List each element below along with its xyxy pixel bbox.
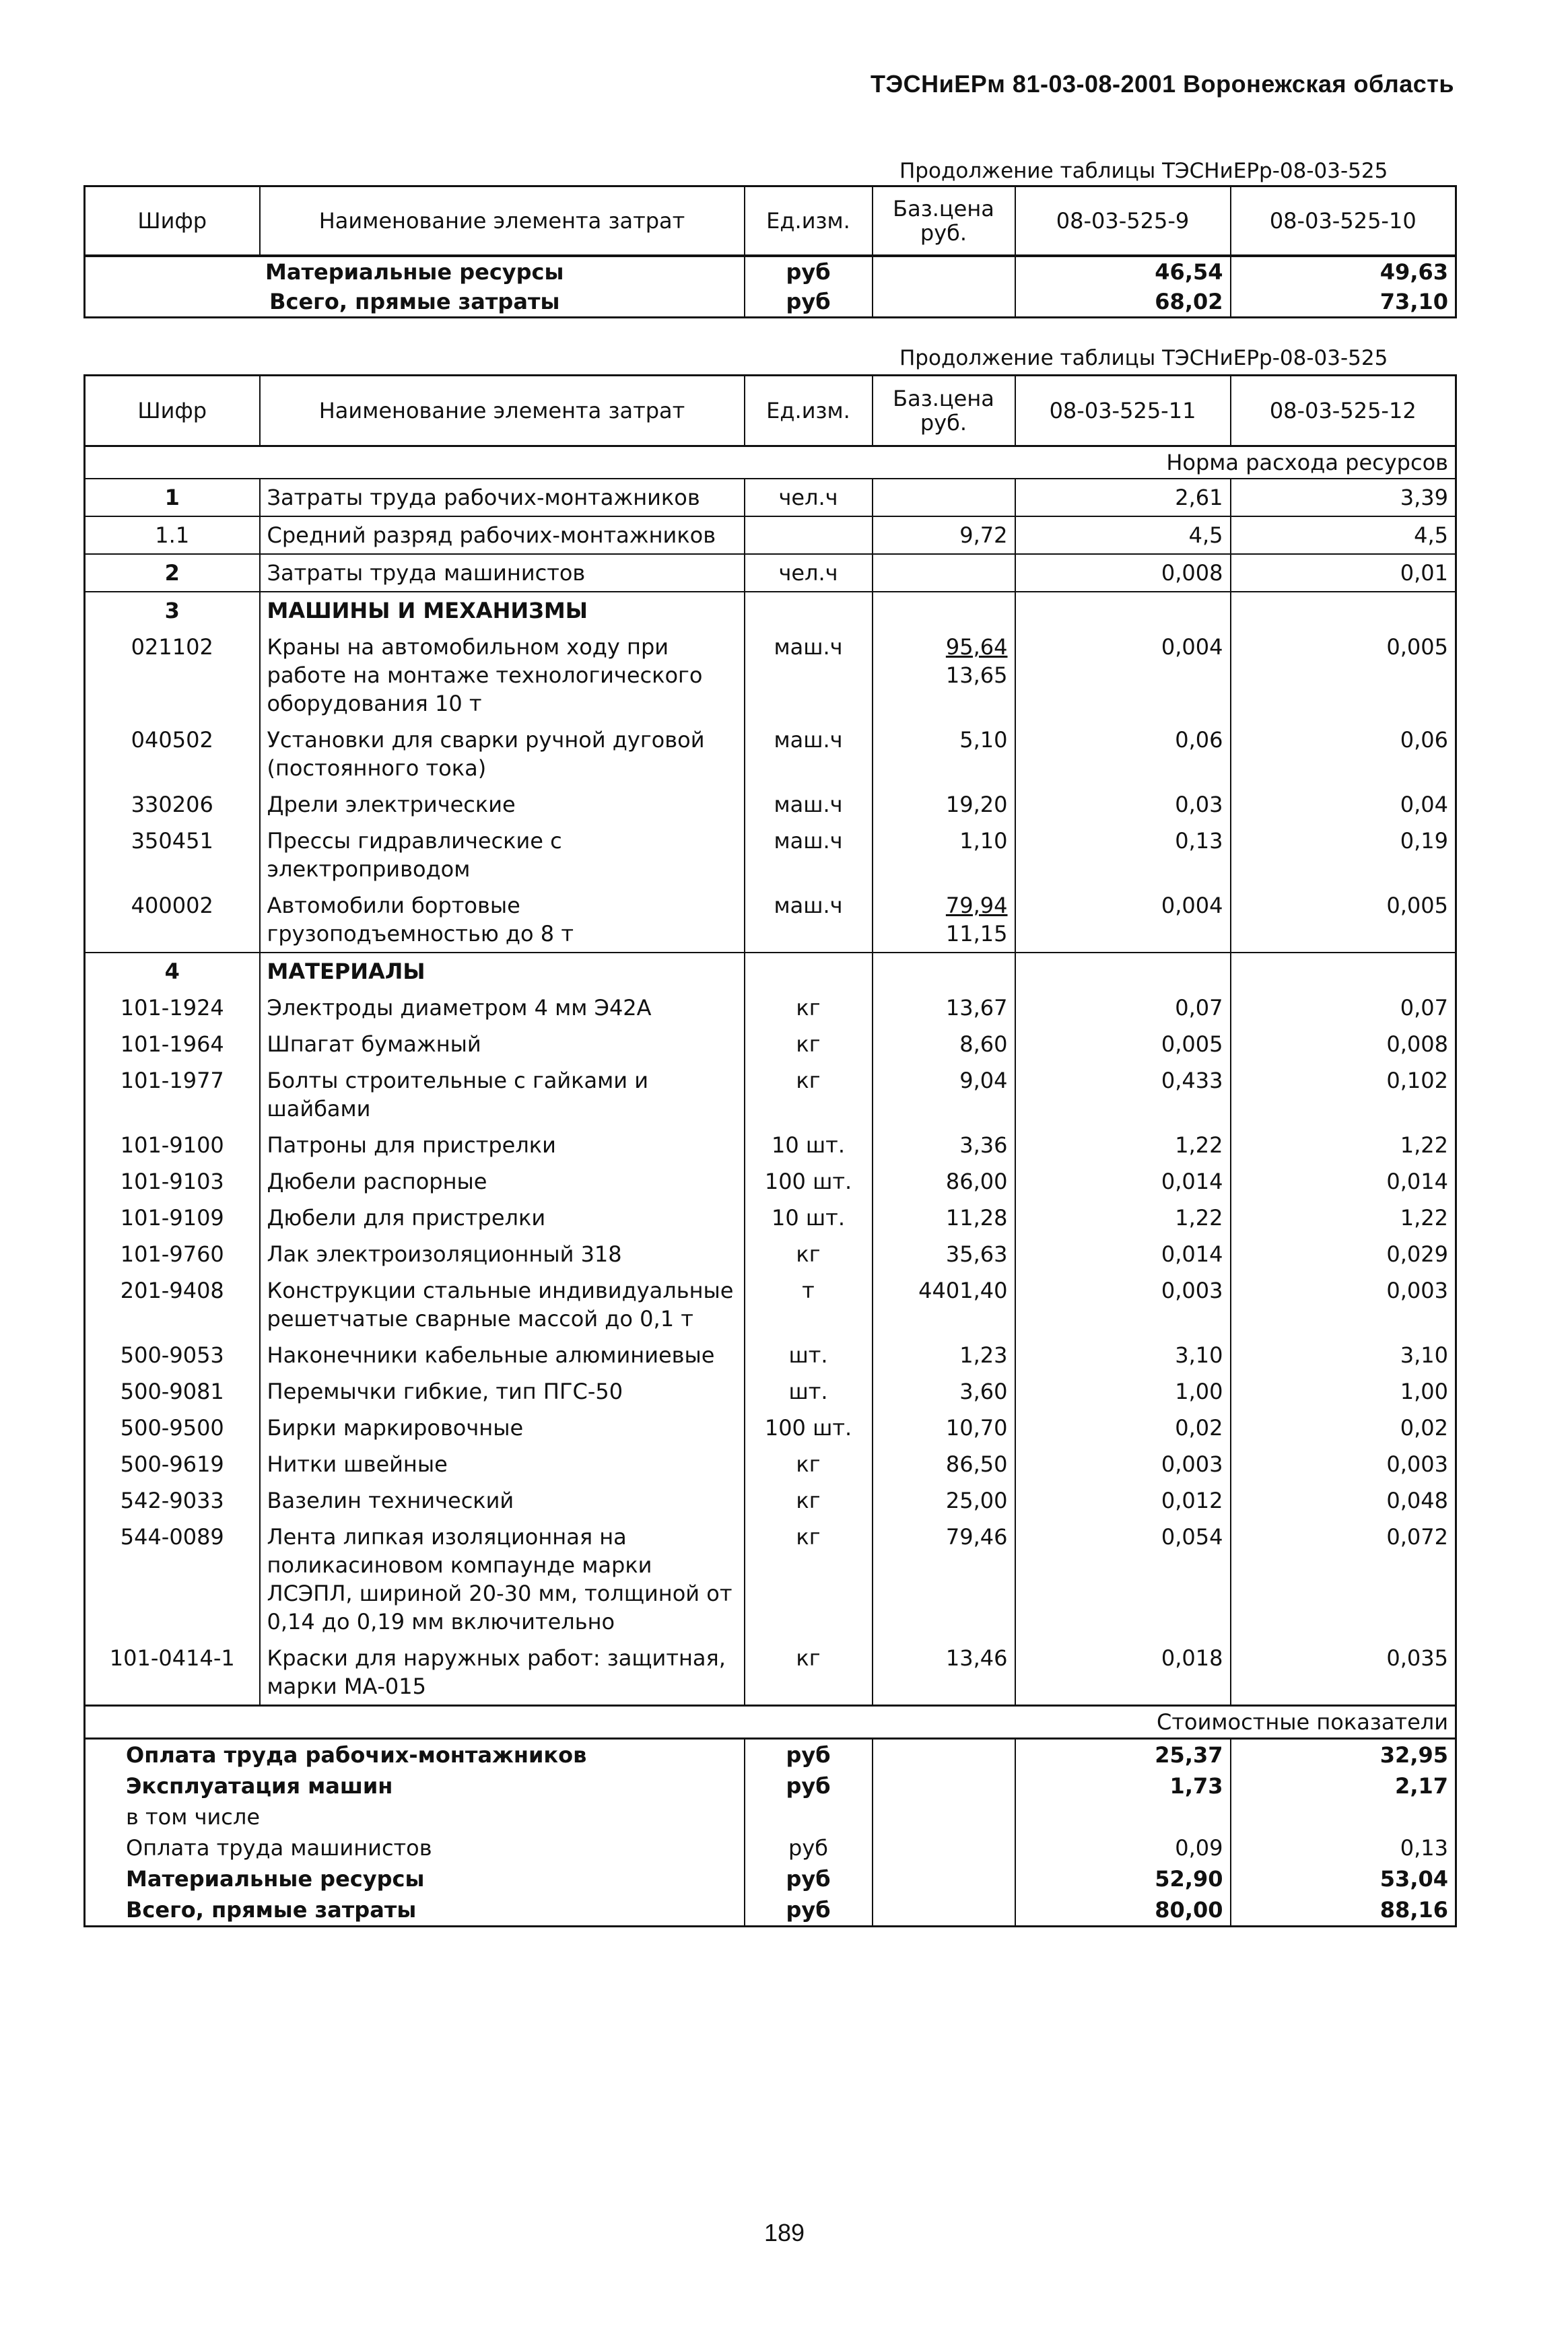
total-row — [85, 1832, 1456, 1863]
col-header-base-price: Баз.цена руб. — [873, 186, 1015, 256]
row-value-b: 3,39 — [1231, 479, 1456, 516]
row-value-a: 0,433 — [1015, 1062, 1231, 1127]
row-unit — [745, 592, 873, 629]
table-row — [85, 1200, 1456, 1236]
row-value-a: 0,13 — [1015, 823, 1231, 887]
row-value-b: 0,102 — [1231, 1062, 1456, 1127]
total-price — [873, 1863, 1015, 1894]
row-code: 350451 — [85, 823, 260, 887]
total-label: Оплата труда машинистов — [85, 1832, 745, 1863]
row-code: 1 — [85, 479, 260, 516]
row-value-b: 0,005 — [1231, 887, 1456, 953]
row-price — [873, 1026, 1015, 1062]
col-header-b: 08-03-525-12 — [1231, 376, 1456, 446]
total-row — [85, 1801, 1456, 1832]
row-value-a: 0,004 — [1015, 887, 1231, 953]
row-value-b: 1,00 — [1231, 1373, 1456, 1410]
row-unit: кг — [745, 1062, 873, 1127]
table1 — [83, 185, 1457, 318]
table-row — [85, 1272, 1456, 1337]
blank-cell — [85, 1706, 260, 1739]
row-price-value: 13,46 — [945, 1645, 1008, 1671]
row-value-b: 0,003 — [1231, 1446, 1456, 1482]
table-row — [85, 1127, 1456, 1163]
total-row — [85, 1863, 1456, 1894]
row-name: Патроны для пристрелки — [260, 1127, 745, 1163]
col-header-unit: Ед.изм. — [745, 186, 873, 256]
table-row — [85, 1410, 1456, 1446]
row-unit — [745, 516, 873, 554]
row-value-a: 0,008 — [1015, 554, 1231, 592]
total-a: 52,90 — [1015, 1863, 1231, 1894]
row-value-a: 0,012 — [1015, 1482, 1231, 1519]
col-header-b: 08-03-525-10 — [1231, 186, 1456, 256]
table-row — [85, 786, 1456, 823]
total-b: 32,95 — [1231, 1739, 1456, 1771]
total-price — [873, 1801, 1015, 1832]
row-name: Дюбели для пристрелки — [260, 1200, 745, 1236]
row-price — [873, 554, 1015, 592]
total-a: 80,00 — [1015, 1894, 1231, 1927]
row-code: 101-9760 — [85, 1236, 260, 1272]
row-code: 330206 — [85, 786, 260, 823]
row-name: Затраты труда рабочих-монтажников — [260, 479, 745, 516]
row-value-b: 0,07 — [1231, 990, 1456, 1026]
row-price-value: 1,23 — [959, 1342, 1008, 1368]
row-unit: маш.ч — [745, 629, 873, 722]
total-unit: руб — [745, 287, 873, 318]
row-value-b: 0,072 — [1231, 1519, 1456, 1640]
table-row — [85, 1482, 1456, 1519]
row-price — [873, 1236, 1015, 1272]
row-unit: кг — [745, 990, 873, 1026]
row-value-a: 1,22 — [1015, 1127, 1231, 1163]
total-a: 0,09 — [1015, 1832, 1231, 1863]
row-unit: т — [745, 1272, 873, 1337]
total-unit — [745, 1801, 873, 1832]
total-unit: руб — [745, 1832, 873, 1863]
row-price — [873, 1373, 1015, 1410]
row-value-a: 0,018 — [1015, 1640, 1231, 1706]
row-unit: кг — [745, 1446, 873, 1482]
row-value-b: 0,01 — [1231, 554, 1456, 592]
row-code: 040502 — [85, 722, 260, 786]
row-unit: чел.ч — [745, 554, 873, 592]
row-price-value: 13,67 — [945, 995, 1008, 1021]
table1-total-row — [85, 287, 1456, 318]
row-value-a: 0,054 — [1015, 1519, 1231, 1640]
row-price-value: 5,10 — [959, 727, 1008, 753]
row-value-b: 4,5 — [1231, 516, 1456, 554]
row-value-a: 0,005 — [1015, 1026, 1231, 1062]
table-row — [85, 1026, 1456, 1062]
row-name: Автомобили бортовые грузоподъемностью до 8 т — [260, 887, 745, 953]
row-price — [873, 1272, 1015, 1337]
row-unit: кг — [745, 1482, 873, 1519]
total-price — [873, 1770, 1015, 1801]
row-name: Установки для сварки ручной дуговой (постоянного тока) — [260, 722, 745, 786]
row-price — [873, 823, 1015, 887]
row-price-value: 1,10 — [959, 828, 1008, 854]
row-value-a: 0,004 — [1015, 629, 1231, 722]
total-unit: руб — [745, 1739, 873, 1771]
row-name: Конструкции стальные индивидуальные решетчатые сварные массой до 0,1 т — [260, 1272, 745, 1337]
row-name: Лак электроизоляционный 318 — [260, 1236, 745, 1272]
table-row — [85, 1373, 1456, 1410]
table-row — [85, 1337, 1456, 1373]
total-unit: руб — [745, 1863, 873, 1894]
table-row — [85, 953, 1456, 990]
row-unit: шт. — [745, 1337, 873, 1373]
row-unit: 100 шт. — [745, 1163, 873, 1200]
row-price — [873, 592, 1015, 629]
total-a: 25,37 — [1015, 1739, 1231, 1771]
row-value-a: 0,003 — [1015, 1446, 1231, 1482]
row-unit: кг — [745, 1519, 873, 1640]
row-code: 201-9408 — [85, 1272, 260, 1337]
row-value-b: 1,22 — [1231, 1200, 1456, 1236]
row-value-b: 1,22 — [1231, 1127, 1456, 1163]
table1-continuation-caption: Продолжение таблицы ТЭСНиЕРр-08-03-525 — [899, 159, 1388, 183]
table-row — [85, 823, 1456, 887]
row-price — [873, 1482, 1015, 1519]
cost-section-label: Стоимостные показатели — [260, 1706, 1456, 1739]
row-price-value: 35,63 — [945, 1241, 1008, 1267]
row-price — [873, 629, 1015, 722]
row-value-a — [1015, 953, 1231, 990]
row-value-b: 0,19 — [1231, 823, 1456, 887]
total-b: 88,16 — [1231, 1894, 1456, 1927]
row-price-value: 79,46 — [945, 1524, 1008, 1550]
total-label: Всего, прямые затраты — [85, 287, 745, 318]
row-unit: маш.ч — [745, 823, 873, 887]
row-code: 400002 — [85, 887, 260, 953]
table1-total-row — [85, 256, 1456, 287]
row-value-a: 2,61 — [1015, 479, 1231, 516]
table-row — [85, 722, 1456, 786]
total-b: 73,10 — [1231, 287, 1456, 318]
row-value-b: 0,048 — [1231, 1482, 1456, 1519]
col-header-a: 08-03-525-11 — [1015, 376, 1231, 446]
row-unit: чел.ч — [745, 479, 873, 516]
row-unit: кг — [745, 1640, 873, 1706]
col-header-name: Наименование элемента затрат — [260, 186, 745, 256]
norm-section-label: Норма расхода ресурсов — [260, 446, 1456, 479]
col-header-base-price: Баз.цена руб. — [873, 376, 1015, 446]
row-unit — [745, 953, 873, 990]
row-code: 500-9500 — [85, 1410, 260, 1446]
norm-section-row — [85, 446, 1456, 479]
table-row — [85, 1446, 1456, 1482]
row-value-a — [1015, 592, 1231, 629]
total-price — [873, 287, 1015, 318]
total-a: 1,73 — [1015, 1770, 1231, 1801]
total-b: 2,17 — [1231, 1770, 1456, 1801]
row-value-a: 0,03 — [1015, 786, 1231, 823]
row-unit: кг — [745, 1026, 873, 1062]
table-row — [85, 516, 1456, 554]
total-b — [1231, 1801, 1456, 1832]
row-value-b: 0,04 — [1231, 786, 1456, 823]
row-price-wage: 13,65 — [945, 662, 1008, 688]
row-value-b: 0,02 — [1231, 1410, 1456, 1446]
row-name: Краски для наружных работ: защитная, марки МА-015 — [260, 1640, 745, 1706]
total-label: Материальные ресурсы — [85, 256, 745, 287]
col-header-name: Наименование элемента затрат — [260, 376, 745, 446]
total-b: 0,13 — [1231, 1832, 1456, 1863]
row-value-b: 0,06 — [1231, 722, 1456, 786]
table-row — [85, 887, 1456, 953]
row-name: Болты строительные с гайками и шайбами — [260, 1062, 745, 1127]
row-name: Бирки маркировочные — [260, 1410, 745, 1446]
row-name: МАШИНЫ И МЕХАНИЗМЫ — [260, 592, 745, 629]
row-code: 3 — [85, 592, 260, 629]
row-unit: 100 шт. — [745, 1410, 873, 1446]
row-code: 500-9053 — [85, 1337, 260, 1373]
total-price — [873, 1739, 1015, 1771]
cost-section-row — [85, 1706, 1456, 1739]
row-price — [873, 1446, 1015, 1482]
document-title: ТЭСНиЕРм 81-03-08-2001 Воронежская область — [871, 70, 1454, 98]
row-value-a: 1,22 — [1015, 1200, 1231, 1236]
row-code: 101-9100 — [85, 1127, 260, 1163]
row-code: 101-0414-1 — [85, 1640, 260, 1706]
col-header-a: 08-03-525-9 — [1015, 186, 1231, 256]
total-row — [85, 1770, 1456, 1801]
row-price-value: 8,60 — [959, 1031, 1008, 1057]
row-price-value: 10,70 — [945, 1415, 1008, 1441]
row-code: 544-0089 — [85, 1519, 260, 1640]
row-value-b: 0,029 — [1231, 1236, 1456, 1272]
row-price-value: 79,94 — [945, 893, 1008, 918]
row-price-value: 4401,40 — [918, 1278, 1008, 1303]
table1-header-row — [85, 186, 1456, 256]
row-value-a: 0,014 — [1015, 1236, 1231, 1272]
row-value-a: 0,07 — [1015, 990, 1231, 1026]
row-value-a: 0,02 — [1015, 1410, 1231, 1446]
table2 — [83, 374, 1457, 1927]
row-value-b: 0,014 — [1231, 1163, 1456, 1200]
row-price — [873, 1640, 1015, 1706]
row-value-a: 0,014 — [1015, 1163, 1231, 1200]
row-value-b — [1231, 953, 1456, 990]
blank-cell — [85, 446, 260, 479]
row-code: 101-9109 — [85, 1200, 260, 1236]
row-name: Дюбели распорные — [260, 1163, 745, 1200]
row-price-value: 95,64 — [945, 634, 1008, 660]
total-label: Эксплуатация машин — [85, 1770, 745, 1801]
table-row — [85, 990, 1456, 1026]
total-row — [85, 1894, 1456, 1927]
table-row — [85, 1236, 1456, 1272]
row-price — [873, 1337, 1015, 1373]
row-code: 500-9619 — [85, 1446, 260, 1482]
row-price-value: 86,00 — [945, 1169, 1008, 1194]
row-code: 500-9081 — [85, 1373, 260, 1410]
total-label: в том числе — [85, 1801, 745, 1832]
row-name: Дрели электрические — [260, 786, 745, 823]
row-value-b: 0,005 — [1231, 629, 1456, 722]
page-number: 189 — [763, 2219, 805, 2246]
row-code: 4 — [85, 953, 260, 990]
row-unit: кг — [745, 1236, 873, 1272]
row-price — [873, 786, 1015, 823]
row-value-b: 0,035 — [1231, 1640, 1456, 1706]
total-price — [873, 1832, 1015, 1863]
row-name: Шпагат бумажный — [260, 1026, 745, 1062]
row-name: Средний разряд рабочих-монтажников — [260, 516, 745, 554]
total-unit: руб — [745, 1894, 873, 1927]
row-price — [873, 953, 1015, 990]
row-price — [873, 1163, 1015, 1200]
row-code: 542-9033 — [85, 1482, 260, 1519]
total-price — [873, 1894, 1015, 1927]
row-unit: маш.ч — [745, 722, 873, 786]
table-row — [85, 554, 1456, 592]
table2-continuation-caption: Продолжение таблицы ТЭСНиЕРр-08-03-525 — [899, 346, 1388, 370]
table-row — [85, 629, 1456, 722]
row-value-b: 3,10 — [1231, 1337, 1456, 1373]
table-row — [85, 592, 1456, 629]
total-a — [1015, 1801, 1231, 1832]
table-row — [85, 1062, 1456, 1127]
row-value-b: 0,008 — [1231, 1026, 1456, 1062]
row-name: Вазелин технический — [260, 1482, 745, 1519]
row-name: Краны на автомобильном ходу при работе на монтаже технологического оборудования 10 т — [260, 629, 745, 722]
row-code: 101-1977 — [85, 1062, 260, 1127]
row-unit: маш.ч — [745, 887, 873, 953]
total-row — [85, 1739, 1456, 1771]
row-price — [873, 990, 1015, 1026]
col-header-code: Шифр — [85, 376, 260, 446]
row-name: Лента липкая изоляционная на поликасиновом компаунде марки ЛСЭПЛ, шириной 20-30 мм, толщиной от 0,14 до 0,19 мм включительно — [260, 1519, 745, 1640]
col-header-unit: Ед.изм. — [745, 376, 873, 446]
row-price — [873, 1200, 1015, 1236]
row-price-value: 3,60 — [959, 1379, 1008, 1404]
row-price — [873, 479, 1015, 516]
row-name: МАТЕРИАЛЫ — [260, 953, 745, 990]
row-code: 101-1964 — [85, 1026, 260, 1062]
total-price — [873, 256, 1015, 287]
total-label: Всего, прямые затраты — [85, 1894, 745, 1927]
row-price-value: 11,28 — [945, 1205, 1008, 1231]
row-price — [873, 722, 1015, 786]
row-price — [873, 516, 1015, 554]
total-b: 53,04 — [1231, 1863, 1456, 1894]
row-code: 101-1924 — [85, 990, 260, 1026]
row-price-value: 86,50 — [945, 1451, 1008, 1477]
table-row — [85, 1163, 1456, 1200]
row-price — [873, 1062, 1015, 1127]
row-code: 2 — [85, 554, 260, 592]
row-value-b: 0,003 — [1231, 1272, 1456, 1337]
row-unit: шт. — [745, 1373, 873, 1410]
row-price-value: 19,20 — [945, 792, 1008, 817]
row-value-a: 1,00 — [1015, 1373, 1231, 1410]
row-code: 021102 — [85, 629, 260, 722]
row-unit: 10 шт. — [745, 1200, 873, 1236]
row-code: 1.1 — [85, 516, 260, 554]
row-price-wage: 11,15 — [945, 921, 1008, 947]
table-row — [85, 1640, 1456, 1706]
total-unit: руб — [745, 1770, 873, 1801]
row-value-a: 0,06 — [1015, 722, 1231, 786]
row-name: Нитки швейные — [260, 1446, 745, 1482]
total-b: 49,63 — [1231, 256, 1456, 287]
row-value-a: 3,10 — [1015, 1337, 1231, 1373]
row-price-value: 25,00 — [945, 1488, 1008, 1513]
table2-header-row — [85, 376, 1456, 446]
row-name: Затраты труда машинистов — [260, 554, 745, 592]
row-price — [873, 887, 1015, 953]
total-label: Материальные ресурсы — [85, 1863, 745, 1894]
row-price-value: 3,36 — [959, 1132, 1008, 1158]
row-name: Перемычки гибкие, тип ПГС-50 — [260, 1373, 745, 1410]
total-a: 46,54 — [1015, 256, 1231, 287]
row-price — [873, 1410, 1015, 1446]
row-value-b — [1231, 592, 1456, 629]
total-a: 68,02 — [1015, 287, 1231, 318]
row-price-value: 9,04 — [959, 1068, 1008, 1093]
row-code: 101-9103 — [85, 1163, 260, 1200]
row-price-value: 9,72 — [959, 522, 1008, 548]
row-name: Прессы гидравлические с электроприводом — [260, 823, 745, 887]
row-name: Электроды диаметром 4 мм Э42А — [260, 990, 745, 1026]
row-unit: маш.ч — [745, 786, 873, 823]
row-price — [873, 1127, 1015, 1163]
row-name: Наконечники кабельные алюминиевые — [260, 1337, 745, 1373]
row-unit: 10 шт. — [745, 1127, 873, 1163]
table-row — [85, 1519, 1456, 1640]
col-header-code: Шифр — [85, 186, 260, 256]
row-value-a: 0,003 — [1015, 1272, 1231, 1337]
table-row — [85, 479, 1456, 516]
total-label: Оплата труда рабочих-монтажников — [85, 1739, 745, 1771]
row-value-a: 4,5 — [1015, 516, 1231, 554]
row-price — [873, 1519, 1015, 1640]
total-unit: руб — [745, 256, 873, 287]
